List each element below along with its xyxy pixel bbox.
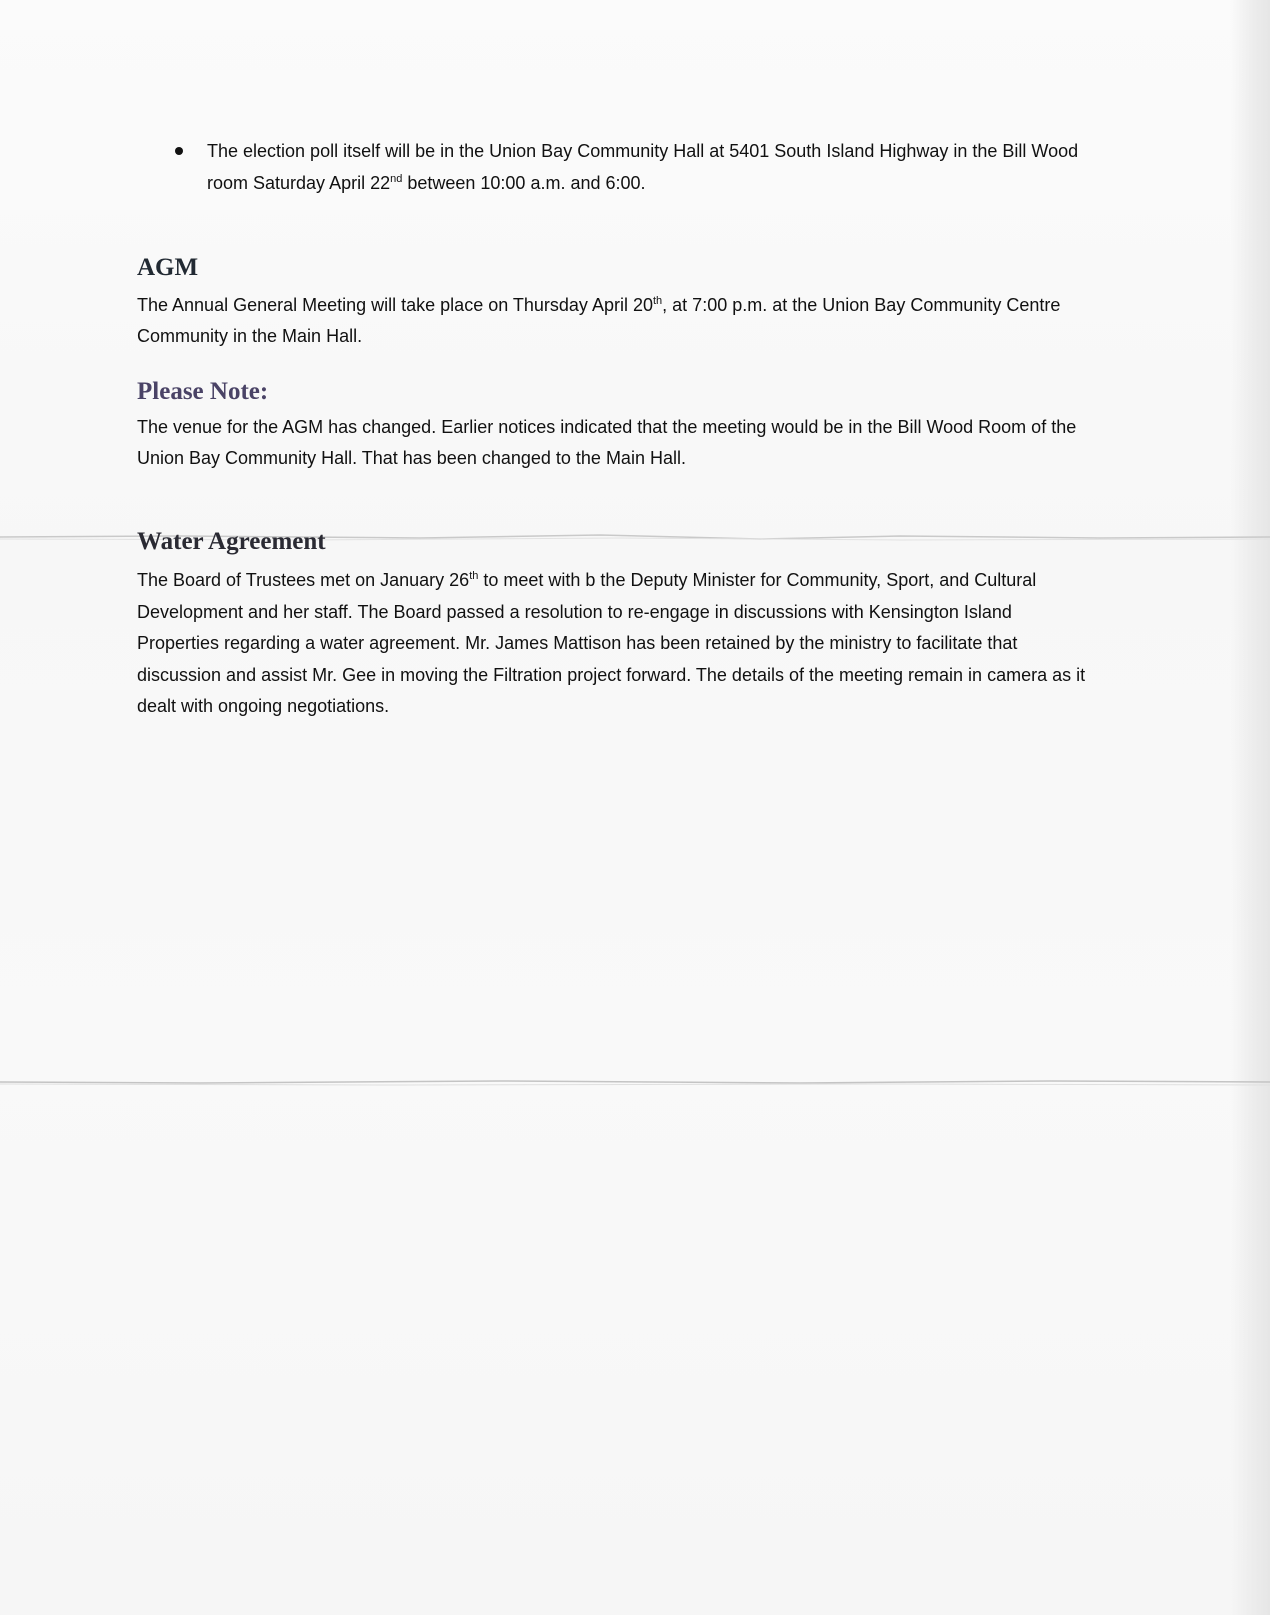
please-note-heading: Please Note:: [137, 378, 269, 405]
paper-fold-line: [0, 1078, 1270, 1088]
text-run: between 10:00 a.m. and 6:00.: [402, 173, 646, 193]
water-agreement-paragraph: [137, 565, 1097, 723]
text-run: to meet with b the Deputy Minister for Community, Sport, and Cultural Development and her staff. The Board passed a resolution to re-engage in discussions with Kensington Island Properties regarding a water agreement. Mr. James Mattison has been retained by the ministry to facilitate that discussion and assist Mr. Gee in moving the Filtration project forward. The details of the meeting remain in camera as it dealt with ongoing negotiations.: [137, 570, 1086, 716]
text-run: The Board of Trustees met on January 26: [137, 570, 470, 590]
superscript: nd: [390, 173, 403, 185]
bullet-icon: [175, 147, 183, 155]
please-note-paragraph: The venue for the AGM has changed. Earlier notices indicated that the meeting would be in the Bill Wood Room of the Union Bay Community Hall. That has been changed to the Main Hall.: [137, 417, 1077, 468]
agm-heading: AGM: [137, 254, 199, 281]
superscript: th: [469, 570, 479, 582]
election-poll-text: [207, 135, 1087, 199]
page-edge-shadow: [1230, 0, 1270, 1615]
text-run: The election poll itself will be in the Union Bay Community Hall at 5401 South Island Highway in the Bill Wood room Saturday April 22: [207, 141, 1079, 193]
text-run: The Annual General Meeting will take place on Thursday April 20: [137, 295, 653, 315]
superscript: th: [652, 295, 663, 307]
text-run: , at 7:00 p.m. at the Union Bay Community Centre Community in the Main Hall.: [137, 295, 1061, 346]
agm-paragraph: [137, 290, 1097, 352]
water-agreement-heading: Water Agreement: [137, 528, 326, 555]
